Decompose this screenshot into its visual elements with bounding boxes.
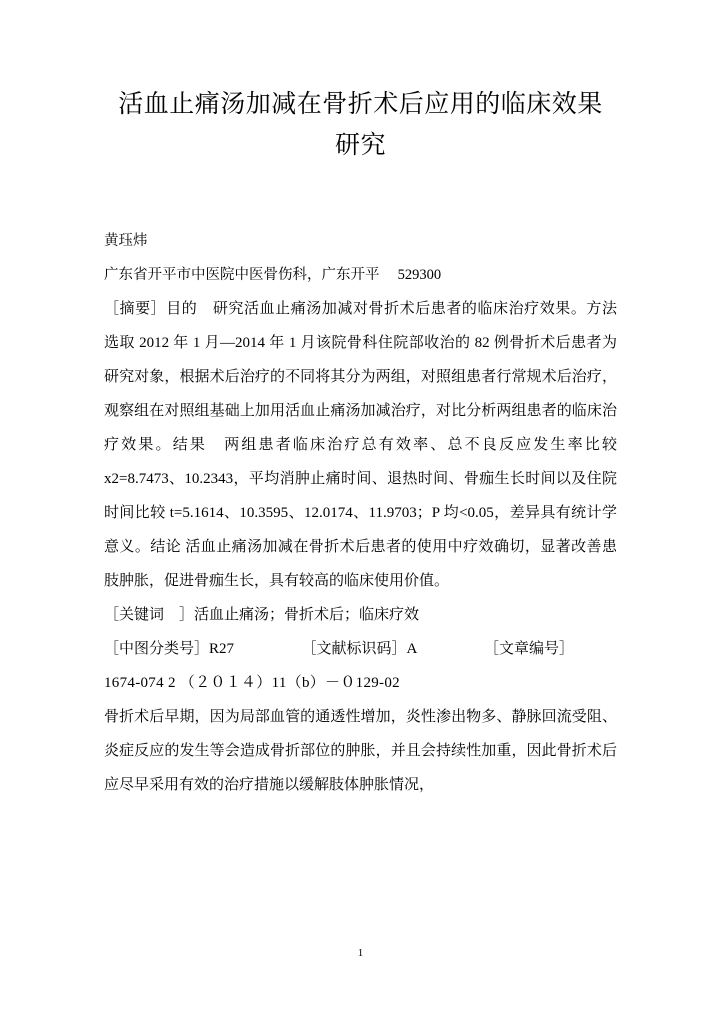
article-serial-line: 1674-074 2 （２０１４）11（b）－０129-02 [104,675,400,691]
author-name: 黄珏炜 [104,233,148,249]
title-block [104,84,617,166]
page-title: 活血止痛汤加减在骨折术后应用的临床效果研究 [118,91,603,159]
page-number: 1 [357,947,364,959]
abstract-paragraph: ［摘要］目的 研究活血止痛汤加减对骨折术后患者的临床治疗效果。方法 选取 2012 年 1 月—2014 年 1 月该院骨科住院部收治的 82 例骨折术后患者为研究对象，根据术后治疗的不同将其分为两组，对照组患者行常规术后治疗，观察组在对照组基础上加用活血止痛汤加减治疗，对比分析两组患者的临床治疗效果。结果 两组患者临床治疗总有效率、总不良反应发生率比较 x2=8.7473、10.2343，平均消肿止痛时间、退热时间、骨痂生长时间以及住院时间比较 t=5.1614、10.3595、12.0174、11.9703；P 均<0.05，差异具有统计学意义。结论 活血止痛汤加减在骨折术后患者的使用中疗效确切，显著改善患肢肿胀，促进骨痂生长，具有较高的临床使用价值。 [104,301,617,589]
classification-line: ［中图分类号］R27 ［文献标识码］A ［文章编号］ [104,641,575,657]
keywords-line: ［关键词 ］活血止痛汤；骨折术后；临床疗效 [104,607,420,623]
body-paragraph: 骨折术后早期，因为局部血管的通透性增加，炎性渗出物多、静脉回流受阻、炎症反应的发生等会造成骨折部位的肿胀，并且会持续性加重，因此骨折术后应尽早采用有效的治疗措施以缓解肢体肿胀情况， [104,709,617,793]
author-affiliation: 广东省开平市中医院中医骨伤科，广东开平 529300 [104,267,442,283]
title-spacer [104,166,617,224]
